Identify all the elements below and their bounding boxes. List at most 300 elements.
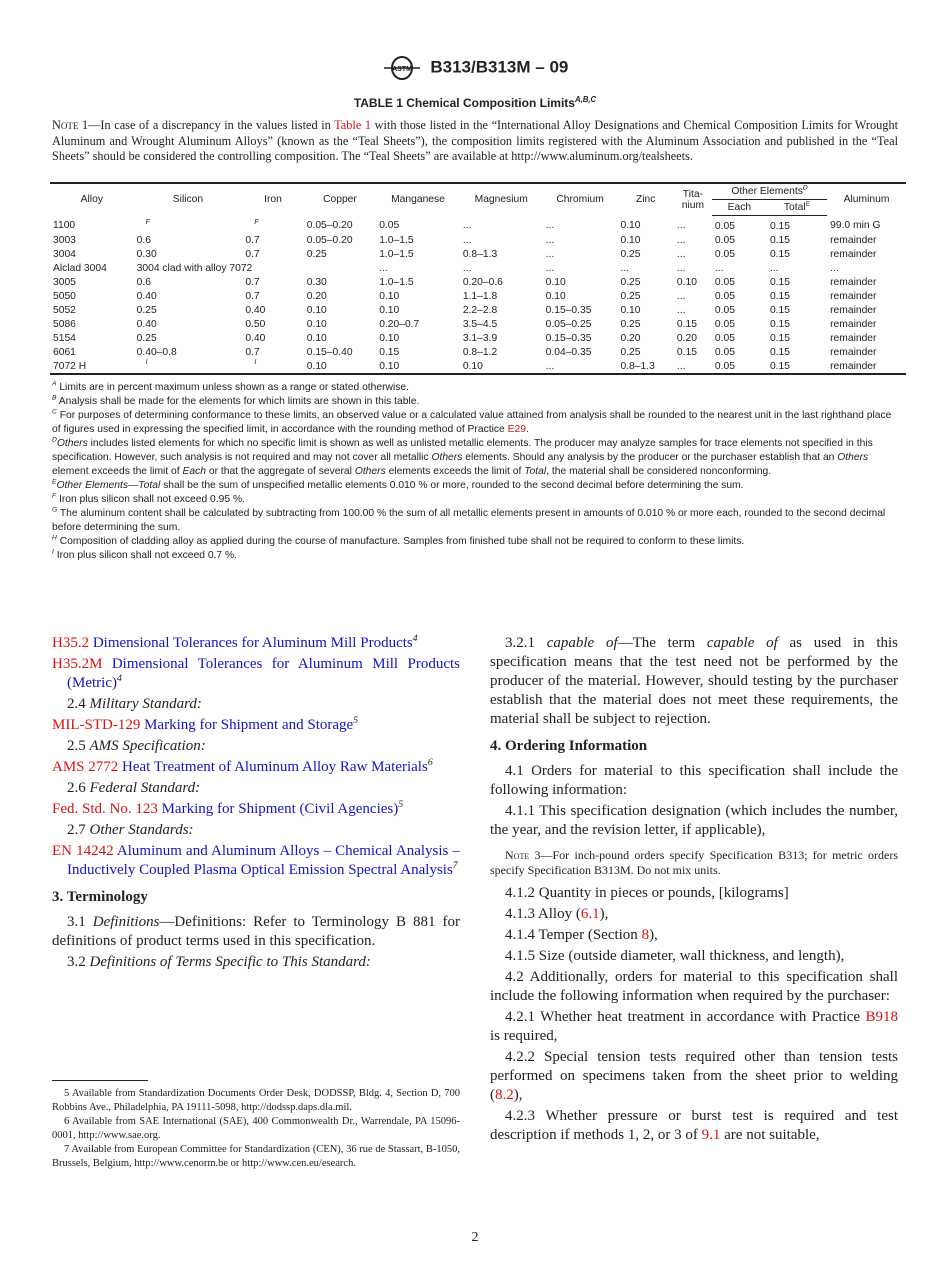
table-cell: 0.10: [462, 360, 483, 372]
table-cell: 5154: [53, 332, 76, 344]
table-footnote: [52, 409, 900, 437]
text-run: G: [52, 506, 58, 514]
reference-link[interactable]: Marking for Shipment (Civil Agencies): [157, 801, 399, 817]
table-title: [0, 96, 950, 111]
table-cell: I: [145, 359, 148, 366]
table-footnote: [52, 395, 900, 409]
table-cell: 0.15: [769, 346, 790, 358]
table-cell: ...: [545, 262, 555, 274]
reference-link[interactable]: AMS 2772: [52, 759, 119, 775]
table-cell: ...: [676, 234, 686, 246]
paragraph: [52, 953, 460, 972]
table-cell: 0.15–0.40: [306, 346, 353, 358]
text-run: 3.1: [67, 914, 93, 930]
table-cell: remainder: [830, 360, 877, 372]
right-column: [490, 634, 898, 1147]
text-run: is required,: [490, 1028, 558, 1044]
table-cell: 0.15: [769, 220, 790, 232]
text-run: ),: [599, 906, 609, 922]
table-cell: ...: [379, 262, 388, 274]
col-header: Alloy: [80, 194, 103, 206]
table-row: [50, 331, 906, 345]
text-run: Note: [52, 118, 79, 132]
paragraph: [52, 655, 460, 693]
table-cell: 0.10: [545, 290, 566, 302]
table-cell: 0.15–0.35: [545, 304, 592, 316]
text-run: Others: [56, 438, 88, 449]
footnote-5: 5 Available from Standardization Documents Order Desk, DODSSP, Bldg. 4, Section D, 700 Robbins Ave., Philadelphia, PA 19111-5098, http://dodssp.daps.dla.mil.: [52, 1088, 460, 1113]
table-cell: ...: [714, 262, 724, 274]
table-cell: ...: [545, 360, 555, 372]
table-cell: 0.10: [306, 304, 327, 316]
table-cell: ...: [830, 262, 839, 274]
text-run: Analysis shall be made for the elements for which limits are shown in this table.: [56, 396, 420, 407]
table-cell: 0.25: [620, 248, 641, 260]
table-row: [50, 289, 906, 303]
table-cell: 0.40: [136, 318, 157, 330]
text-run: 2.5: [67, 738, 90, 754]
table-cell: ...: [462, 220, 472, 232]
table-cell: 1100: [53, 220, 76, 232]
table-cell: 0.25: [620, 276, 641, 288]
text-run: H: [52, 534, 57, 542]
table-cell: 0.20–0.6: [462, 276, 503, 288]
table-cell: 0.05: [714, 332, 735, 344]
table-cell: 0.05–0.20: [306, 220, 353, 232]
table-cell: 0.15: [769, 234, 790, 246]
text-run: are not suitable,: [720, 1127, 820, 1143]
astm-logo-icon: [382, 56, 422, 80]
col-header: Iron: [264, 194, 282, 206]
reference-link[interactable]: Fed. Std. No. 123: [52, 801, 158, 817]
text-run: 4.2.2 Special tension tests required other than tension tests performed on specimens taken from the sheet prior to welding (: [490, 1049, 898, 1103]
table-cell: ...: [545, 220, 555, 232]
paragraph: [52, 800, 460, 819]
text-run: Limits are in percent maximum unless shown as a range or stated otherwise.: [56, 382, 410, 393]
footnote-6: 6 Available from SAE International (SAE), 400 Commonwealth Dr., Warrendale, PA 15096-0001, http://www.sae.org.: [52, 1116, 460, 1141]
table-row: [50, 303, 906, 317]
text-run: Other Elements—Total: [56, 480, 161, 491]
section-heading: [490, 737, 898, 756]
table-cell: 0.15: [676, 346, 697, 358]
table-cell: 5050: [53, 290, 76, 302]
table-cell: remainder: [830, 304, 877, 316]
table-cell: 0.10: [545, 276, 566, 288]
table-cell: 1.0–1.5: [379, 234, 414, 246]
table-cell: 0.25: [620, 346, 641, 358]
table-cell: ...: [676, 262, 686, 274]
table-cell: 0.05: [714, 304, 735, 316]
col-header: Chromium: [556, 194, 604, 206]
text-run: 2.7: [67, 822, 90, 838]
paragraph: [52, 634, 460, 653]
table-footnote: [52, 549, 900, 563]
table-row: [50, 261, 906, 275]
paragraph: [490, 1048, 898, 1105]
table-cell: 0.10: [379, 304, 400, 316]
table-cell: ...: [462, 234, 472, 246]
table-cell: 0.7: [245, 248, 260, 260]
text-run: Federal Standard:: [89, 780, 201, 796]
table-cell: remainder: [830, 346, 877, 358]
paragraph: [490, 762, 898, 800]
text-run: 4.1.4 Temper (Section: [505, 927, 642, 943]
text-run: —Definitions: Refer to Terminology B 881 for definitions of product terms used in this specification.: [52, 914, 461, 949]
text-run: Composition of cladding alloy as applied during the course of manufacture. Samples from finished tube shall not be required to conform to these limits.: [56, 536, 745, 547]
reference-link[interactable]: 8.2: [495, 1087, 514, 1103]
reference-link[interactable]: Table 1: [334, 118, 372, 132]
table-cell: 6061: [53, 346, 76, 358]
table-cell: 99.0 min G: [830, 220, 881, 232]
col-header: Zinc: [635, 194, 656, 206]
text-run: ),: [513, 1087, 523, 1103]
table-cell: 5052: [53, 304, 76, 316]
other-label: Other Elements: [731, 186, 803, 197]
table-cell: 0.15–0.35: [545, 332, 592, 344]
table-cell: 0.10: [620, 220, 641, 232]
text-run: Others: [431, 452, 463, 463]
text-run: 4.2 Additionally, orders for material to this specification shall include the following information when required by the purchaser:: [490, 969, 898, 1004]
total-label: Total: [783, 202, 806, 213]
table-cell: 0.05: [714, 318, 735, 330]
paragraph: [52, 695, 460, 714]
text-run: 6: [427, 757, 433, 768]
text-run: A: [52, 380, 57, 388]
text-run: 4.1.5 Size (outside diameter, wall thickness, and length),: [505, 948, 845, 964]
text-run: 2.4: [67, 696, 90, 712]
text-run: Others: [837, 452, 869, 463]
table-cell: 0.30: [306, 276, 327, 288]
table-row: [50, 216, 906, 234]
table-footnote: [52, 493, 900, 507]
table-cell: 0.6: [136, 276, 151, 288]
text-run: or that the aggregate of several: [205, 466, 355, 477]
text-run: as used in this specification means that the test need not be performed by the producer of the material. However, should testing by the purchaser establish that the material does not meet these requirements, the material shall be subject to rejection.: [490, 635, 899, 727]
table-cell: 0.15: [769, 276, 790, 288]
table-cell: 0.05: [714, 234, 735, 246]
reference-link[interactable]: E29: [507, 424, 526, 435]
table-cell: 0.6: [136, 234, 151, 246]
page-header: [0, 56, 950, 80]
text-run: elements exceeds the limit of: [385, 466, 525, 477]
text-run: 3—For inch-pound orders specify Specification B313; for metric orders specify Specification B313M. Do not mix units.: [490, 848, 898, 877]
col-header: Magnesium: [474, 194, 528, 206]
table-cell: 0.10: [379, 360, 400, 372]
table-cell: 0.10: [306, 318, 327, 330]
reference-link[interactable]: 9.1: [701, 1127, 721, 1143]
table-cell: 5086: [53, 318, 76, 330]
table-cell: 0.20: [676, 332, 697, 344]
table-cell: 1.0–1.5: [379, 248, 414, 260]
paragraph: [490, 968, 898, 1006]
text-run: 7: [452, 860, 458, 871]
table-cell: remainder: [830, 234, 877, 246]
paragraph: [52, 737, 460, 756]
table-cell: 0.05: [714, 290, 735, 302]
table-footnote: [52, 535, 900, 549]
text-run: Definitions of Terms Specific to This Standard:: [89, 954, 371, 970]
table-cell: 0.40–0.8: [136, 346, 177, 358]
table-cell: ...: [545, 234, 555, 246]
table-cell: ...: [676, 304, 686, 316]
text-run: I: [52, 548, 54, 556]
paragraph: [490, 926, 898, 945]
table-cell: 0.8–1.3: [620, 360, 655, 372]
reference-link[interactable]: H35.2: [52, 635, 90, 651]
table-cell: ...: [676, 290, 686, 302]
text-run: includes listed elements for which no specific limit is shown as well as unlisted metallic elements. The producer may analyze samples for trace elements not specified in this specification. However, such analysis is not required and may not cover all metallic: [52, 438, 873, 463]
table-cell: 0.15: [769, 360, 790, 372]
table-cell: 0.15: [769, 318, 790, 330]
text-run: Military Standard:: [89, 696, 202, 712]
table-cell: 0.05: [714, 248, 735, 260]
text-run: Each: [182, 466, 206, 477]
text-run: 4.1.1 This specification designation (which includes the number, the year, and the revision letter, if applicable),: [490, 803, 898, 838]
reference-link[interactable]: 8: [641, 927, 650, 943]
reference-link[interactable]: Dimensional Tolerances for Aluminum Mill Products: [89, 635, 413, 651]
table-cell: 0.10: [306, 360, 327, 372]
text-run: with those listed in the “International Alloy Designations and Chemical Composition Limits for Wrought Aluminum and Wrought Aluminum Alloys” (known as the “Teal Sheets”), the composition limits registered with the Aluminum Association and published in the “Teal Sheets” should be considered the controlling composition. The “Teal Sheets” are available at http://www.aluminum.org/tealsheets.: [52, 118, 899, 163]
paragraph: [490, 848, 898, 878]
text-run: shall be the sum of unspecified metallic elements 0.010 % or more, rounded to the second decimal before determining the sum.: [160, 480, 744, 491]
text-run: 2.6: [67, 780, 90, 796]
table-cell: 3.5–4.5: [462, 318, 498, 330]
col-header: Silicon: [172, 194, 204, 206]
text-run: 3. Terminology: [52, 889, 148, 905]
paragraph: [52, 779, 460, 798]
table-cell: 0.05–0.25: [545, 318, 592, 330]
table-footnotes: [52, 381, 900, 563]
table-cell: remainder: [830, 332, 877, 344]
table-cell: 0.05: [714, 360, 735, 372]
table-cell: 0.20–0.7: [379, 318, 420, 330]
text-run: Others: [354, 466, 386, 477]
paragraph: [490, 947, 898, 966]
text-run: Total: [524, 466, 547, 477]
text-run: ),: [649, 927, 658, 943]
table-cell: 0.50: [245, 318, 266, 330]
table-cell: 0.7: [245, 346, 260, 358]
table-cell: 0.7: [245, 290, 260, 302]
text-run: B: [52, 394, 57, 402]
table-cell: ...: [769, 262, 779, 274]
text-run: capable of: [706, 635, 778, 651]
table-cell: 0.10: [620, 304, 641, 316]
paragraph: [490, 884, 898, 903]
table-cell: 0.40: [245, 332, 266, 344]
table-cell: 1.0–1.5: [379, 276, 414, 288]
text-run: Iron plus silicon shall not exceed 0.95 %.: [56, 494, 245, 505]
reference-link[interactable]: MIL-STD-129: [52, 717, 141, 733]
table-footnote: [52, 381, 900, 395]
table-cell: 0.04–0.35: [545, 346, 592, 358]
text-run: 4.1 Orders for material to this specification shall include the following information:: [490, 763, 898, 798]
reference-link[interactable]: Dimensional Tolerances for Aluminum Mill Products (Metric): [67, 656, 460, 691]
chemical-composition-table: [50, 182, 906, 375]
text-run: —The term: [617, 635, 707, 651]
table-cell: ...: [676, 220, 686, 232]
table-cell: 0.7: [245, 234, 260, 246]
paragraph: [490, 905, 898, 924]
text-run: Other Standards:: [89, 822, 194, 838]
paragraph: [490, 634, 898, 729]
col-header-each: Each: [712, 200, 767, 216]
table-cell: 0.40: [136, 290, 157, 302]
table-cell: 0.10: [620, 234, 641, 246]
text-run: C: [52, 408, 57, 416]
table-cell: 3004 clad with alloy 7072: [136, 262, 253, 274]
col-header: Tita-nium: [681, 188, 705, 211]
other-sup: D: [802, 184, 808, 192]
table-cell: ...: [545, 248, 555, 260]
text-run: 3.2.1: [505, 635, 547, 651]
text-run: .: [525, 424, 529, 435]
paragraph: [52, 821, 460, 840]
text-run: 4. Ordering Information: [490, 738, 648, 754]
section-heading: [52, 888, 460, 907]
paragraph: [490, 1008, 898, 1046]
text-run: 1—In case of a discrepancy in the values listed in: [78, 118, 335, 132]
table-cell: ...: [676, 248, 686, 260]
table-title-text: TABLE 1 Chemical Composition Limits: [353, 96, 575, 110]
reference-link[interactable]: Aluminum and Aluminum Alloys – Chemical Analysis – Inductively Coupled Plasma Optical Emission Spectral Analysis: [67, 843, 460, 878]
table-footnote: [52, 437, 900, 479]
text-run: For purposes of determining conformance to these limits, an observed value or a calculated value attained from analysis shall be rounded to the nearest unit in the last righthand place of figures used in expressing the specified limit, in accordance with the rounding method of Practice: [52, 410, 892, 435]
table-cell: 0.15: [769, 304, 790, 316]
table-cell: 0.20: [620, 332, 641, 344]
paragraph: [52, 913, 460, 951]
table-cell: ...: [462, 262, 472, 274]
table-cell: [304, 261, 376, 275]
text-run: 3.2: [67, 954, 90, 970]
table-cell: 3005: [53, 276, 76, 288]
left-column: [52, 634, 460, 974]
table-cell: 0.15: [769, 290, 790, 302]
text-run: , the material shall be considered nonconforming.: [546, 466, 772, 477]
text-run: E: [52, 478, 57, 486]
table-cell: 0.25: [620, 290, 641, 302]
paragraph: [490, 802, 898, 840]
table-cell: 2.2–2.8: [462, 304, 498, 316]
table-cell: 0.05: [714, 276, 735, 288]
text-run: 4: [412, 633, 418, 644]
table-cell: 0.05: [379, 220, 400, 232]
table-row: [50, 275, 906, 289]
text-run: D: [52, 436, 57, 444]
table-cell: 0.05: [714, 346, 735, 358]
text-run: 4.1.3 Alloy (: [505, 906, 581, 922]
table-cell: F: [145, 218, 150, 226]
col-header: Aluminum: [843, 194, 890, 206]
table-cell: 0.8–1.2: [462, 346, 498, 358]
table-cell: 3.1–3.9: [462, 332, 498, 344]
reference-link[interactable]: Marking for Shipment and Storage: [140, 717, 354, 733]
reference-link[interactable]: H35.2M: [52, 656, 103, 672]
note-1: [52, 118, 898, 165]
page-number: 2: [471, 1230, 479, 1245]
table-row: [50, 247, 906, 261]
table-cell: 0.8–1.3: [462, 248, 498, 260]
table-cell: 7072 H: [53, 360, 87, 372]
total-sup: E: [805, 200, 811, 208]
table-footnote: [52, 479, 900, 493]
table-cell: 0.10: [379, 290, 400, 302]
text-run: F: [52, 492, 57, 500]
text-run: 5: [353, 715, 359, 726]
table-cell: remainder: [830, 318, 877, 330]
text-run: Note: [505, 848, 530, 862]
table-cell: 0.15: [379, 346, 400, 358]
col-header: Copper: [323, 194, 357, 206]
table-footnote: [52, 507, 900, 535]
table-cell: remainder: [830, 276, 877, 288]
reference-link[interactable]: EN 14242: [52, 843, 114, 859]
reference-link[interactable]: Heat Treatment of Aluminum Alloy Raw Materials: [118, 759, 428, 775]
table-title-sup: A,B,C: [574, 95, 597, 104]
reference-link[interactable]: 6.1: [580, 906, 600, 922]
table-cell: 0.15: [676, 318, 697, 330]
text-run: 4.2.3 Whether pressure or burst test is required and test description if methods 1, 2, or 3 of: [490, 1108, 898, 1143]
table-cell: 0.7: [245, 276, 260, 288]
text-run: Iron plus silicon shall not exceed 0.7 %.: [53, 550, 238, 561]
col-header: Manganese: [391, 194, 445, 206]
table-cell: F: [254, 218, 259, 226]
table-cell: 0.10: [379, 332, 400, 344]
paragraph: [52, 716, 460, 735]
designation: B313/B313M – 09: [430, 57, 569, 77]
table-cell: 3004: [53, 248, 76, 260]
table-cell: 0.30: [136, 248, 157, 260]
paragraph: [52, 758, 460, 777]
footnote-7: 7 Available from European Committee for Standardization (CEN), 36 rue de Stassart, B-1050, Brussels, Belgium, http://www.cenorm.be or http://www.cen.eu/esearch.: [52, 1144, 460, 1169]
text-run: elements. Should any analysis by the producer or the purchaser establish that an: [462, 452, 838, 463]
text-run: capable of: [546, 635, 618, 651]
table-cell: 0.15: [769, 248, 790, 260]
table-row: [50, 317, 906, 331]
text-run: The aluminum content shall be calculated by subtracting from 100.00 % the sum of all metallic elements present in amounts of 0.010 % or more each, rounded to the second decimal before determining the sum.: [52, 508, 886, 533]
table-cell: 0.25: [136, 304, 157, 316]
table-cell: 3003: [53, 234, 76, 246]
table-cell: 0.10: [306, 332, 327, 344]
table-cell: 0.05: [714, 220, 735, 232]
table-cell: I: [254, 359, 257, 366]
table-cell: 0.25: [306, 248, 327, 260]
col-header-total: [767, 200, 827, 216]
col-header-other: [712, 183, 827, 200]
table-row: [50, 233, 906, 247]
table-cell: 0.40: [245, 304, 266, 316]
table-cell: 0.25: [136, 332, 157, 344]
table-cell: Alclad 3004: [53, 262, 107, 274]
text-run: 4: [116, 673, 122, 684]
table-cell: 1.1–1.8: [462, 290, 498, 302]
reference-link[interactable]: B918: [865, 1009, 898, 1025]
table-row: [50, 359, 906, 374]
table-cell: remainder: [830, 290, 877, 302]
table-cell: ...: [620, 262, 630, 274]
text-run: AMS Specification:: [89, 738, 206, 754]
paragraph: [52, 842, 460, 880]
text-run: Definitions: [92, 914, 160, 930]
page-footnotes: [52, 1080, 460, 1171]
paragraph: [490, 1107, 898, 1145]
table-cell: 0.10: [676, 276, 697, 288]
text-run: 4.1.2 Quantity in pieces or pounds, [kilograms]: [505, 885, 789, 901]
text-run: element exceeds the limit of: [52, 466, 183, 477]
text-run: 4.2.1 Whether heat treatment in accordance with Practice: [505, 1009, 866, 1025]
table-cell: 0.25: [620, 318, 641, 330]
svg-text:ASTM: ASTM: [391, 66, 412, 73]
